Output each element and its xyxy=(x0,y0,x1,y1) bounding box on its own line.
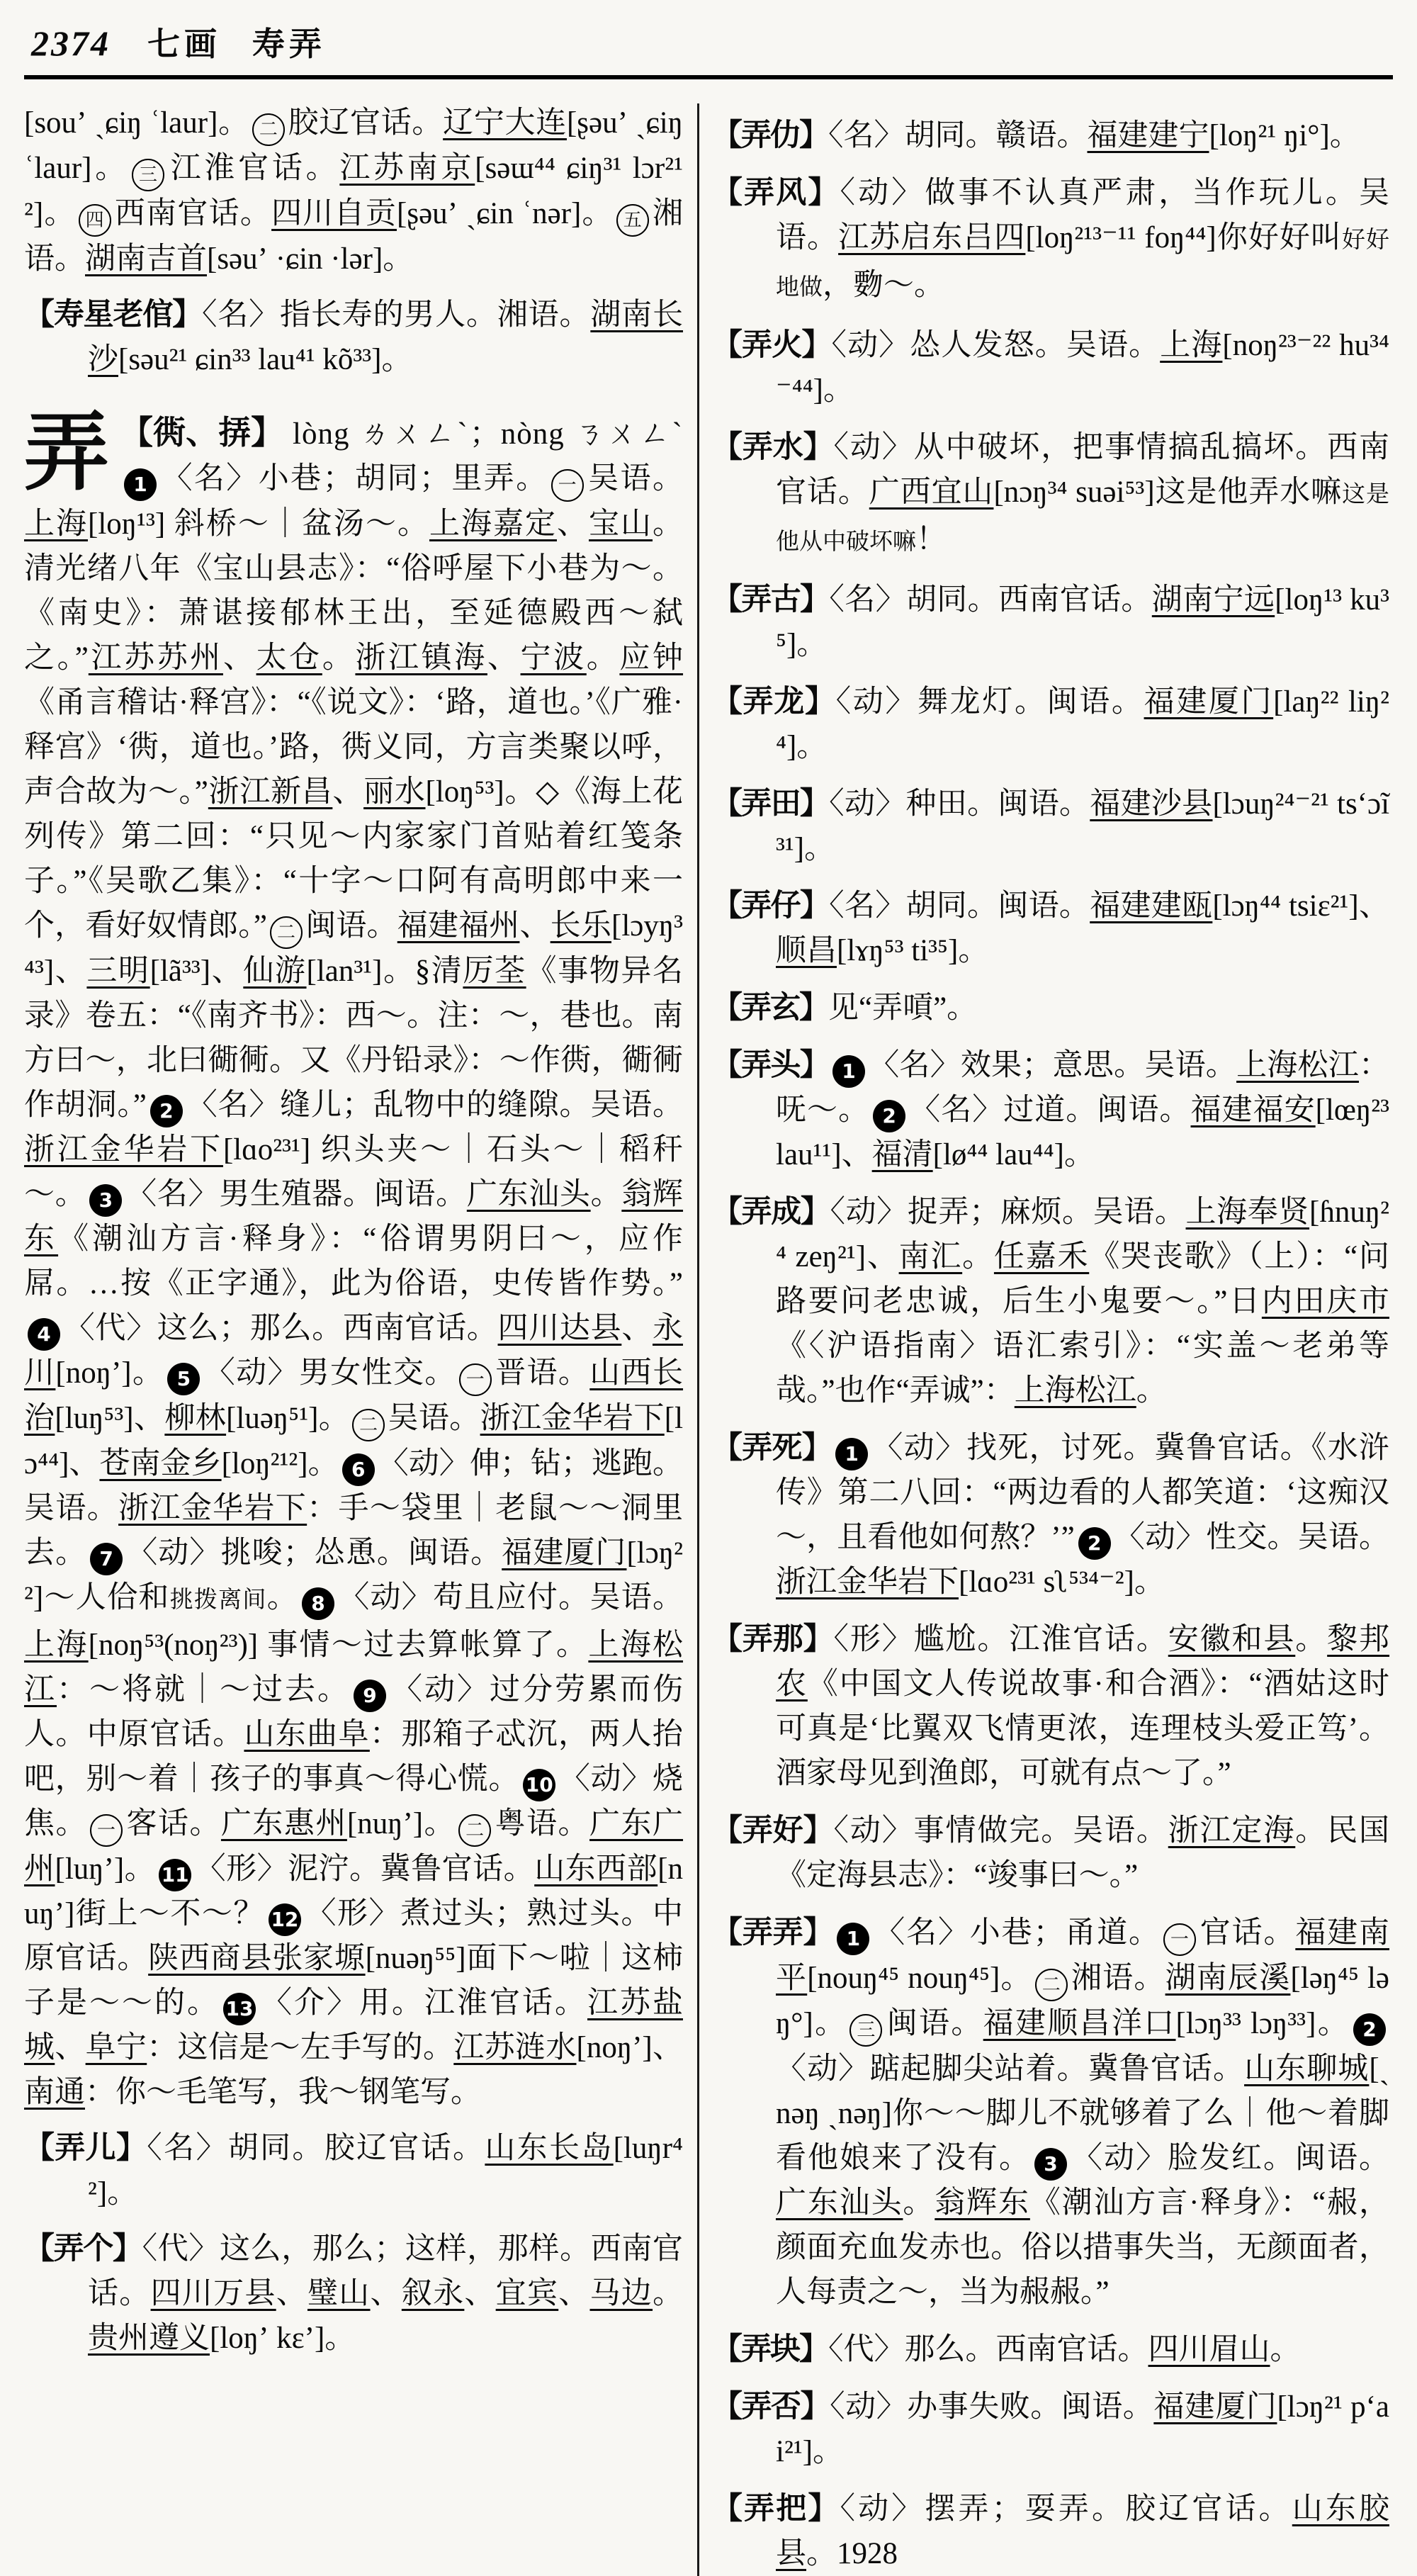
proper-noun: 翁辉东 xyxy=(24,1178,684,1256)
sense-number: 9 xyxy=(354,1680,386,1712)
subsense-number: 一 xyxy=(459,1363,492,1396)
subsense-number: 一 xyxy=(90,1814,123,1847)
entry-headword: 【弄弄】 xyxy=(712,1916,834,1950)
page-header xyxy=(24,11,1393,74)
proper-noun: 长乐 xyxy=(550,909,611,943)
sense-number: 2 xyxy=(873,1100,905,1132)
entry-headword: 【弄水】 xyxy=(712,431,834,464)
entry-headword: 【寿星老倌】 xyxy=(24,298,202,332)
sense-number: 10 xyxy=(523,1769,555,1801)
sense-number: 4 xyxy=(28,1318,60,1351)
entry-body: 〈形〉尴尬。江淮官话。安徽和县。黎邦农《中国文人传说故事·和合酒》：“酒姑这时可真是‘比翼双飞情更浓，连理枝头爱正笃’。酒家母见到渔郎，可就有点～了。” xyxy=(776,1623,1390,1790)
proper-noun: 璧山 xyxy=(307,2277,371,2310)
proper-noun: 仙游 xyxy=(243,955,307,988)
entry xyxy=(712,1911,1389,2315)
subsense-number: 二 xyxy=(270,916,303,949)
proper-noun: 江苏盐城 xyxy=(24,1986,683,2064)
subsense-number: 二 xyxy=(458,1814,491,1847)
entry-headword: 【弄风】 xyxy=(712,176,840,210)
small-gloss: 好好地做 xyxy=(776,227,1389,300)
entry-body: 〈动〉捉弄；麻烦。吴语。上海奉贤[ɦnuŋ²⁴ zeŋ²¹]、南汇。任嘉禾《哭丧歌》（上）：“问路要问老忠诚，后生小鬼要～。”日内田庆市《〈沪语指南〉语汇索引》：“实盖～老弟等哉。”也作“弄诚”：上海松江。 xyxy=(776,1196,1390,1407)
proper-noun: 顺昌 xyxy=(776,934,837,967)
proper-noun: 福建厦门 xyxy=(502,1536,627,1570)
entry xyxy=(712,2327,1389,2372)
entry xyxy=(712,578,1389,667)
proper-noun: 柳林 xyxy=(164,1402,227,1435)
proper-noun: 宁波 xyxy=(520,641,587,675)
proper-noun: 广东汕头 xyxy=(776,2186,903,2220)
main-headword-character: 弄 xyxy=(24,406,109,500)
entry-headword: 【弄玄】 xyxy=(712,991,828,1025)
proper-noun: 贵州遵义 xyxy=(88,2322,210,2355)
entry-body: 〈动〉怂人发怒。吴语。上海[noŋ²³⁻²² hu³⁴⁻⁴⁴]。 xyxy=(776,329,1390,407)
proper-noun: 上海松江 xyxy=(1014,1374,1136,1407)
proper-noun: 山东胶县 xyxy=(776,2492,1389,2570)
proper-noun: 广西宜山 xyxy=(869,476,994,509)
running-head xyxy=(147,18,326,65)
entry xyxy=(712,171,1389,310)
proper-noun: 四川达县 xyxy=(497,1312,622,1345)
sense-number: 3 xyxy=(1034,2148,1067,2181)
entry xyxy=(712,2487,1389,2576)
proper-noun: 浙江金华岩下 xyxy=(776,1565,959,1599)
proper-noun: 浙江金华岩下 xyxy=(480,1402,665,1435)
proper-noun: 福建沙县 xyxy=(1090,787,1213,821)
entry-body: 〈代〉那么。西南官话。四川眉山。 xyxy=(828,2333,1301,2366)
subsense-number: 三 xyxy=(132,159,164,191)
proper-noun: 四川眉山 xyxy=(1148,2333,1270,2366)
proper-noun: 福建厦门 xyxy=(1144,685,1274,719)
proper-noun: 安徽和县 xyxy=(1168,1623,1296,1656)
entry xyxy=(712,1426,1389,1604)
proper-noun: 浙江定海 xyxy=(1168,1814,1296,1847)
proper-noun: 湖南吉首 xyxy=(85,242,207,276)
proper-noun: 上海松江 xyxy=(1236,1049,1360,1082)
proper-noun: 丽水 xyxy=(363,775,426,809)
entry-body: 见“弄嗊”。 xyxy=(828,991,978,1025)
subsense-number: 五 xyxy=(616,204,649,237)
sense-number: 1 xyxy=(837,1923,869,1955)
sense-number: 6 xyxy=(342,1453,375,1486)
entry xyxy=(712,323,1389,412)
proper-noun: 马边 xyxy=(589,2277,653,2310)
proper-noun: 福建建瓯 xyxy=(1090,889,1213,923)
proper-noun: 陕西商县张家塬 xyxy=(148,1942,366,1975)
proper-noun: 江苏南京 xyxy=(339,152,475,185)
proper-noun: 翁辉东 xyxy=(935,2186,1030,2220)
sense-number: 12 xyxy=(269,1903,301,1936)
proper-noun: 福建顺昌洋口 xyxy=(983,2007,1176,2040)
entry-headword: 【弄古】 xyxy=(712,583,830,617)
entry xyxy=(712,1617,1389,1796)
entry xyxy=(712,1190,1389,1413)
subsense-number: 二 xyxy=(352,1409,385,1441)
stroke-section: 七画 xyxy=(147,26,221,62)
proper-noun: 江苏苏州 xyxy=(88,641,223,675)
proper-noun: 江苏涟水 xyxy=(453,2031,577,2064)
entry-headword: 【弄死】 xyxy=(712,1432,832,1465)
proper-noun: 太仓 xyxy=(256,641,322,675)
entry xyxy=(712,680,1389,769)
proper-noun: 山东聊城 xyxy=(1244,2052,1370,2086)
subsense-number: 二 xyxy=(1035,1969,1068,2001)
page-number: 2374 xyxy=(31,23,111,63)
subsense-number: 一 xyxy=(551,469,584,502)
proper-noun: 山东西部 xyxy=(534,1852,658,1886)
entry-body: 〈动〉从中破坏，把事情搞乱搞坏。西南官话。广西宜山[nɔŋ³⁴ suəi⁵³]这是他弄水嘛这是他从中破坏嘛！ xyxy=(776,431,1390,556)
proper-noun: 上海松江 xyxy=(24,1629,684,1706)
proper-noun: 山东曲阜 xyxy=(244,1718,370,1751)
sense-number: 1 xyxy=(124,468,157,501)
entry-headword: 【弄龙】 xyxy=(712,685,836,719)
entry-headword: 【弄把】 xyxy=(712,2492,840,2526)
header-rule xyxy=(24,75,1393,79)
entry-body: 〈名〉胡同。西南官话。湖南宁远[loŋ¹³ ku³⁵]。 xyxy=(776,583,1389,661)
entry xyxy=(712,2385,1389,2474)
proper-noun: 厉荃 xyxy=(463,955,526,988)
entry xyxy=(712,1043,1389,1177)
sense-number: 2 xyxy=(150,1095,183,1127)
proper-noun: 福建南平 xyxy=(776,1916,1390,1995)
proper-noun: 福建建宁 xyxy=(1087,119,1209,152)
proper-noun: 四川自贡 xyxy=(271,197,397,230)
proper-noun: 山东长岛 xyxy=(485,2132,614,2165)
proper-noun: 上海嘉定 xyxy=(429,507,557,541)
proper-noun: 广东广州 xyxy=(24,1807,684,1886)
sense-number: 2 xyxy=(1078,1527,1111,1560)
entry xyxy=(712,986,1389,1030)
subsense-number: 四 xyxy=(79,204,111,237)
proper-noun: 湖南辰溪 xyxy=(1165,1962,1291,1995)
headword-range: 寿弄 xyxy=(252,26,326,62)
entry xyxy=(712,782,1389,871)
entry-body: 〈名〉胡同。闽语。福建建瓯[lɔŋ⁴⁴ tsiɛ²¹]、顺昌[lɤŋ⁵³ ti³⁵]。 xyxy=(776,889,1390,967)
entry xyxy=(712,425,1389,565)
sense-number: 3 xyxy=(89,1184,122,1217)
entry-body: 〈名〉胡同。赣语。福建建宁[loŋ²¹ ŋi°]。 xyxy=(828,119,1360,152)
entry-body: 〈名〉胡同。胶辽官话。山东长岛[luŋr⁴²]。 xyxy=(88,2132,684,2210)
entry xyxy=(712,1809,1389,1898)
proper-noun: 黎邦农 xyxy=(776,1623,1390,1701)
proper-noun: 福清 xyxy=(871,1138,933,1171)
proper-noun: 江苏启东吕四 xyxy=(838,221,1026,254)
proper-noun: 阜宁 xyxy=(85,2031,147,2064)
pronunciation: lòng ㄌㄨㄥˋ；nòng ㄋㄨㄥˋ xyxy=(293,417,683,451)
entry-body: 〈名〉指长寿的男人。湘语。湖南长沙[səu²¹ ɕin³³ lau⁴¹ kõ³³]。 xyxy=(88,298,684,376)
sense-number: 1 xyxy=(832,1055,865,1088)
entry-body: 〈动〉种田。闽语。福建沙县[lɔuŋ²⁴⁻²¹ ts‘ɔĩ³¹]。 xyxy=(776,787,1390,865)
entry-body: 1 〈名〉小巷；胡同；里弄。 一 吴语。上海[loŋ¹³] 斜桥～｜盆汤～。上海嘉定、宝山。清光绪八年《宝山县志》：“俗呼屋下小巷为～。《南史》：萧谌接郁林王出，至延德殿西～弑之。”江苏苏州、太仓。浙江镇海、宁波。应钟《甬言稽诂·释宫》：“《说文》：‘路，道也。’《广雅·释宫》‘衖，道也。’路，衖义同，方言类聚以呼，声合故为～。”浙江新昌、丽水[loŋ⁵³]。◇《海上花列传》第二回：“只见～内家家门首贴着红笺条子。”《吴歌乙集》：“十字～口阿有高明郎中来一个，看好奴情郎。” 二 闽语。福建福州、长乐[lɔyŋ³⁴³]、三明[lã³³]、仙游[lan³¹]。§清厉荃《事物异名录》卷五：“《南齐书》：西～。注：～，巷也。南方曰～，北曰衚衕。又《丹铅录》：～作衖，衚衕作胡洞。” 2 〈名〉缝儿；乱物中的缝隙。吴语。浙江金华岩下[lɑo²³¹] 织头夹～｜石头～｜稻秆～。 3 〈名〉男生殖器。闽语。广东汕头。翁辉东《潮汕方言·释身》：“俗谓男阴曰～，应作屌。…按《正字通》，此为俗语，史传皆作势。”4 〈代〉这么；那么。西南官话。四川达县、永川[noŋʼ]。 5 〈动〉男女性交。 一 晋语。山西长治[luŋ⁵³]、柳林[luəŋ⁵¹]。 二 吴语。浙江金华岩下[lɔ⁴⁴]、苍南金乡[loŋ²¹²]。 6 〈动〉伸；钻；逃跑。吴语。浙江金华岩下：手～袋里｜老鼠～～洞里去。 7 〈动〉挑唆；怂恿。闽语。福建厦门[lɔŋ²²]～人佮和挑拨离间。 8 〈动〉苟且应付。吴语。上海[noŋ⁵³(noŋ²³)] 事情～过去算帐算了。上海松江：～将就｜～过去。 9 〈动〉过分劳累而伤人。中原官话。山东曲阜：那箱子忒沉，两人抬吧，别～着｜孩子的事真～得心慌。 10 〈动〉烧焦。 一 客话。广东惠州[nuŋʼ]。 二 粤语。广东广州[luŋʼ]。 11 〈形〉泥泞。冀鲁官话。山东西部[nuŋʼ]街上～不～？ 12 〈形〉煮过头；熟过头。中原官话。陕西商县张家塬[nuəŋ⁵⁵]面下～啦｜这柿子是～～的。 13 〈介〉用。江淮官话。江苏盐城、阜宁：这信是～左手写的。江苏涟水[noŋʼ]、南通：你～毛笔写，我～钢笔写。 xyxy=(24,462,684,2109)
subsense-number: 一 xyxy=(1163,1923,1196,1956)
proper-noun: 福建福安 xyxy=(1190,1093,1316,1127)
proper-noun: 任嘉禾 xyxy=(993,1240,1090,1273)
proper-noun: 上海 xyxy=(1160,329,1223,362)
proper-noun: 广东汕头 xyxy=(466,1178,591,1211)
entry-body: 〈代〉这么，那么；这样，那样。西南官话。四川万县、璧山、叙永、宜宾、马边。贵州遵义[loŋʼ kɛʼ]。 xyxy=(88,2232,684,2355)
proper-noun: 湖南宁远 xyxy=(1151,583,1275,617)
sense-number: 5 xyxy=(167,1363,200,1395)
entry xyxy=(712,884,1389,973)
entry-body: 〈动〉舞龙灯。闽语。福建厦门[laŋ²² liŋ²⁴]。 xyxy=(776,685,1390,763)
entry-headword: 【弄仔】 xyxy=(712,889,830,923)
proper-noun: 应钟 xyxy=(619,641,684,675)
proper-noun: 广东惠州 xyxy=(220,1807,347,1840)
proper-noun: 三明 xyxy=(86,955,150,988)
small-gloss: 挑拨离间 xyxy=(169,1587,267,1613)
entry-headword: 【弄个】 xyxy=(24,2232,142,2266)
entry-body: 1 〈名〉小巷；甬道。 一 官话。福建南平[nouŋ⁴⁵ nouŋ⁴⁵]。 二 湘语。湖南辰溪[ləŋ⁴⁵ ləŋ°]。 三 闽语。福建顺昌洋口[lɔŋ³³ lɔŋ³³]。 2〈动〉踮起脚尖站着。冀鲁官话。山东聊城[ˏnəŋ ˏnəŋ]你～～脚儿不就够着了么｜他～着脚看他娘来了没有。 3 〈动〉脸发红。闽语。广东汕头。翁辉东《潮汕方言·释身》：“赧，颜面充血发赤也。俗以措事失当，无颜面者，人每责之～，当为赧赧。” xyxy=(776,1916,1390,2309)
proper-noun: 辽宁大连 xyxy=(443,106,567,140)
proper-noun: 浙江新昌 xyxy=(208,775,333,809)
entry-headword: 【弄火】 xyxy=(712,329,832,362)
variant-forms: 【衖、挵】 xyxy=(120,415,284,451)
subsense-number: 二 xyxy=(252,113,285,146)
proper-noun: 南汇 xyxy=(898,1240,963,1273)
left-column xyxy=(24,101,683,2576)
entry-headword: 【弄否】 xyxy=(712,2390,830,2424)
proper-noun: 苍南金乡 xyxy=(99,1447,222,1480)
sense-number: 13 xyxy=(223,1993,256,2025)
entry-body: 〈动〉摆弄；耍弄。胶辽官话。山东胶县。1928 xyxy=(776,2492,1389,2570)
proper-noun: 湖南长沙 xyxy=(88,298,684,376)
proper-noun: 宝山 xyxy=(589,507,653,541)
entry xyxy=(712,113,1389,158)
proper-noun: 上海奉贤 xyxy=(1185,1196,1310,1229)
entry-headword: 【弄块】 xyxy=(712,2333,828,2366)
proper-noun: 上海 xyxy=(24,507,89,541)
proper-noun: 内田庆市 xyxy=(1261,1285,1389,1318)
proper-noun: 叙永 xyxy=(401,2277,465,2310)
column-divider xyxy=(697,103,699,2576)
small-gloss: 这是他从中破坏嘛 xyxy=(776,482,1390,555)
entry-body: 〈动〉做事不认真严肃，当作玩儿。吴语。江苏启东吕四[loŋ²¹³⁻¹¹ foŋ⁴⁴]你好好叫好好地做，覅～。 xyxy=(776,176,1389,302)
entry xyxy=(24,2227,683,2361)
proper-noun: 福建厦门 xyxy=(1153,2390,1277,2424)
sense-number: 11 xyxy=(159,1859,191,1891)
sense-number: 7 xyxy=(90,1543,123,1575)
entry-body: 〈动〉事情做完。吴语。浙江定海。民国《定海县志》：“竣事曰～。” xyxy=(776,1814,1390,1892)
proper-noun: 浙江金华岩下 xyxy=(24,1133,223,1166)
entry-headword: 【弄成】 xyxy=(712,1196,830,1229)
entry-headword: 【弄仂】 xyxy=(712,119,828,152)
entry xyxy=(24,293,683,382)
entry-body: 〈动〉办事失败。闽语。福建厦门[lɔŋ²¹ p‘ai²¹]。 xyxy=(776,2390,1390,2468)
proper-noun: 浙江金华岩下 xyxy=(118,1492,307,1525)
proper-noun: 上海 xyxy=(24,1629,89,1662)
entry-headword: 【弄好】 xyxy=(712,1814,834,1847)
proper-noun: 福建福州 xyxy=(397,909,520,943)
entry-headword: 【弄儿】 xyxy=(24,2132,147,2165)
main-entry-nong xyxy=(24,406,684,2115)
two-column-body xyxy=(24,101,1393,2576)
sense-number: 2 xyxy=(1353,2013,1386,2046)
proper-noun: 浙江镇海 xyxy=(355,641,487,675)
entry-headword: 【弄田】 xyxy=(712,787,830,821)
proper-noun: 山西长治 xyxy=(24,1356,684,1435)
proper-noun: 永川 xyxy=(24,1312,684,1390)
entry xyxy=(24,2126,683,2215)
entry-body: 1 〈名〉效果；意思。吴语。上海松江：呒～。 2 〈名〉过道。闽语。福建福安[lœŋ²³ lau¹¹]、福清[lø⁴⁴ lau⁴⁴]。 xyxy=(776,1049,1390,1171)
subsense-number: 三 xyxy=(849,2014,882,2047)
entry-headword: 【弄那】 xyxy=(712,1623,834,1656)
entry-body: 1 〈动〉找死，讨死。冀鲁官话。《水浒传》第二八回：“两边看的人都笑道：‘这痴汉～，且看他如何熬？’” 2 〈动〉性交。吴语。浙江金华岩下[lɑo²³¹ sʅ⁵³⁴⁻²]。 xyxy=(776,1432,1390,1599)
right-column xyxy=(712,101,1389,2576)
sense-number: 1 xyxy=(835,1438,868,1470)
proper-noun: 宜宾 xyxy=(495,2277,559,2310)
continuation-paragraph: [souʼ ˏɕiŋ ʿlaur]。 二 胶辽官话。辽宁大连[ʂəuʼ ˏɕiŋ ʿlaur]。 三 江淮官话。江苏南京[səɯ⁴⁴ ɕiŋ³¹ lɔr²¹²]。 四 西南官话。四川自贡[ʂəuʼ ˏɕin ʿnər]。 五 湘语。湖南吉首[səuʼ ·ɕin ·lər]。 xyxy=(24,106,684,276)
proper-noun: 南通 xyxy=(24,2076,85,2109)
proper-noun: 四川万县 xyxy=(150,2277,276,2310)
entry-headword: 【弄头】 xyxy=(712,1049,829,1082)
sense-number: 8 xyxy=(302,1587,334,1620)
